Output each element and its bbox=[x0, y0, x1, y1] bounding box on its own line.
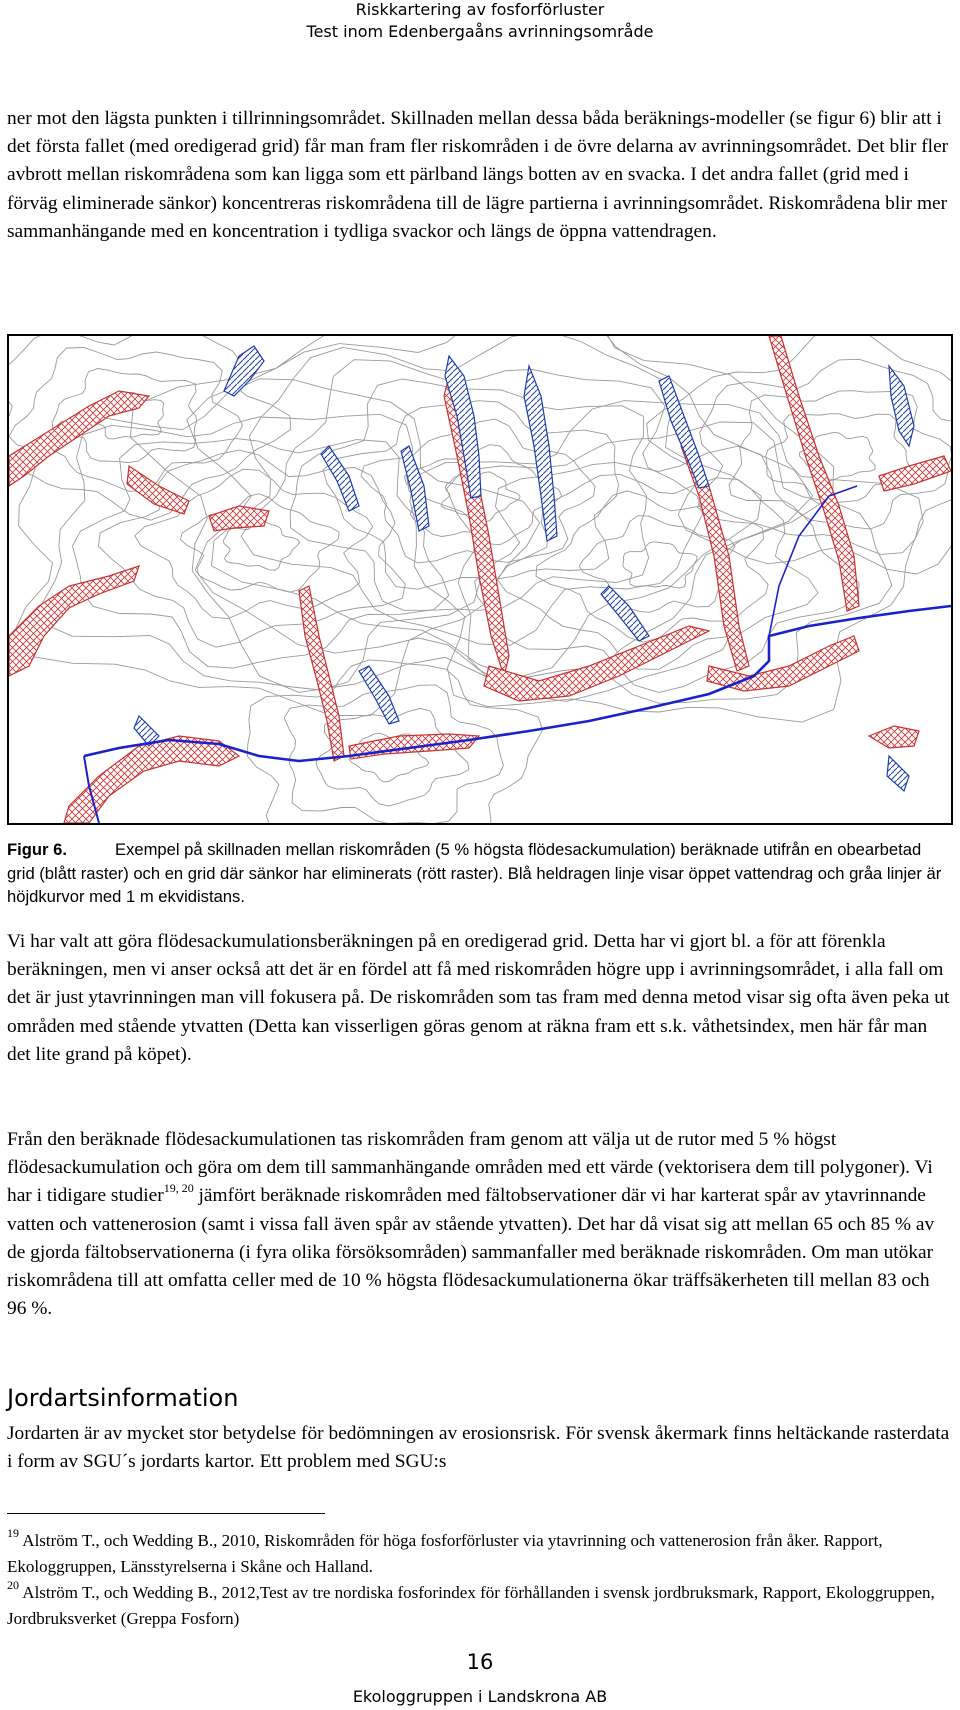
footnote-number: 19 bbox=[7, 1526, 19, 1541]
blue-risk-zone bbox=[659, 376, 709, 488]
running-header-title: Riskkartering av fosforförluster bbox=[355, 0, 605, 19]
red-risk-zone bbox=[869, 726, 919, 748]
footnote-number: 20 bbox=[7, 1578, 19, 1593]
footnote-20 bbox=[7, 1580, 953, 1632]
footnote-divider bbox=[7, 1513, 325, 1514]
blue-risk-zone bbox=[887, 756, 909, 791]
contour-line bbox=[623, 542, 697, 588]
paragraph-3-text-b: jämfört beräknade riskområden med fältobservationer där vi har karterat spår av ytavrinnande vatten och vattenerosion (samt i vissa fall även spår av stående ytvatten). Det har då visat sig att mellan 65 och 85 % av de gjorda fältobservationerna (i fyra olika försöksområden) sammanfaller med beräknade riskområden. Om man utökar riskområdena till att omfatta celler med de 10 % högsta flödesackumulationerna ökar träffsäkerheten till mellan 83 och 96 %. bbox=[7, 1185, 935, 1320]
paragraph-3-text-a: Från den beräknade flödesackumulationen tas riskområden fram genom att välja ut de rutor med 5 % högst flödesackumulation och göra om dem till sammanhängande områden med ett värde (vektorisera dem till polygoner). Vi har i tidigare studier bbox=[7, 1129, 933, 1207]
contour-line bbox=[284, 685, 503, 823]
figure-caption bbox=[7, 838, 953, 909]
blue-risk-zone bbox=[224, 346, 264, 396]
page-number: 16 bbox=[466, 1650, 494, 1674]
blue-risk-zone bbox=[401, 446, 429, 531]
running-header-subtitle: Test inom Edenbergaåns avrinningsområde bbox=[306, 22, 654, 41]
footnote-ref-19-20: 19, 20 bbox=[163, 1180, 194, 1195]
blue-risk-zone bbox=[601, 586, 649, 641]
contour-line bbox=[212, 336, 762, 678]
body-paragraph-3 bbox=[7, 1126, 953, 1323]
red-risk-zone bbox=[64, 736, 239, 823]
contour-line bbox=[9, 348, 242, 492]
footnote-text: Alström T., och Wedding B., 2010, Riskområden för höga fosforförluster via ytavrinning och vattenerosion från åker. Rapport, Ekologgruppen, Länsstyrelserna i Skåne och Halland. bbox=[7, 1531, 883, 1576]
red-risk-zone bbox=[209, 506, 269, 531]
footnote-text: Alström T., och Wedding B., 2012,Test av tre nordiska fosforindex för förhållanden i svensk jordbruksmark, Rapport, Ekologgruppen, Jordbruksverket (Greppa Fosforn) bbox=[7, 1583, 935, 1628]
body-paragraph-4: Jordarten är av mycket stor betydelse för bedömningen av erosionsrisk. För svensk åkermark finns heltäckande rasterdata i form av SGU´s jordarts kartor. Ett problem med SGU:s bbox=[7, 1423, 950, 1473]
red-risk-zone bbox=[484, 626, 709, 701]
map-graphic bbox=[9, 336, 951, 823]
footnote-19 bbox=[7, 1528, 953, 1580]
red-risk-zone bbox=[127, 466, 189, 514]
contour-line bbox=[698, 359, 952, 554]
footer-company: Ekologgruppen i Landskrona AB bbox=[352, 1687, 608, 1706]
blue-risk-zone bbox=[524, 366, 557, 541]
body-paragraph-1: ner mot den lägsta punkten i tillrinningsområdet. Skillnaden mellan dessa båda beräknings-modeller (se figur 6) blir att i det första fallet (med oredigerad grid) får man fram fler riskområden i de övre delarna av avrinningsområdet. Det blir fler avbrott mellan riskområdena som kan ligga som ett pärlband längs botten av en svacka. I det andra fallet (grid med i förväg eliminerade sänkor) koncentreras riskområdena till de lägre partierna i avrinningsområdet. Riskområdena blir mer sammanhängande med en koncentration i tydliga svackor och längs de öppna vattendragen. bbox=[7, 108, 949, 242]
section-heading-jordartsinformation: Jordartsinformation bbox=[7, 1384, 239, 1412]
figure-6-map bbox=[7, 334, 953, 825]
contour-line bbox=[475, 446, 859, 692]
figure-caption-text: Exempel på skillnaden mellan riskområden (5 % högsta flödesackumulation) beräknade utifrån en obearbetad grid (blått raster) och en grid där sänkor har eliminerats (rött raster). Blå heldragen linje visar öppet vattendrag och gråa linjer är höjdkurvor med 1 m ekvidistans. bbox=[7, 840, 942, 906]
blue-risk-zone bbox=[889, 366, 914, 446]
figure-label: Figur 6. bbox=[7, 840, 67, 859]
contour-line bbox=[43, 414, 480, 690]
body-paragraph-2: Vi har valt att göra flödesackumulationsberäkningen på en oredigerad grid. Detta har vi gjort bl. a för att förenkla beräkningen, men vi anser också att det är en fördel att få med riskområden högre upp i avrinningsområdet, i alla fall om det är just ytavrinningen man vill fokusera på. De riskområden som tas fram med denna metod visar sig ofta även peka ut områden med stående ytvatten (Detta kan visserligen göras genom at räkna fram ett s.k. våthetsindex, men här får man det lite grand på köpet). bbox=[7, 931, 950, 1065]
red-risk-zone bbox=[879, 456, 951, 491]
red-risk-zone bbox=[9, 566, 139, 676]
